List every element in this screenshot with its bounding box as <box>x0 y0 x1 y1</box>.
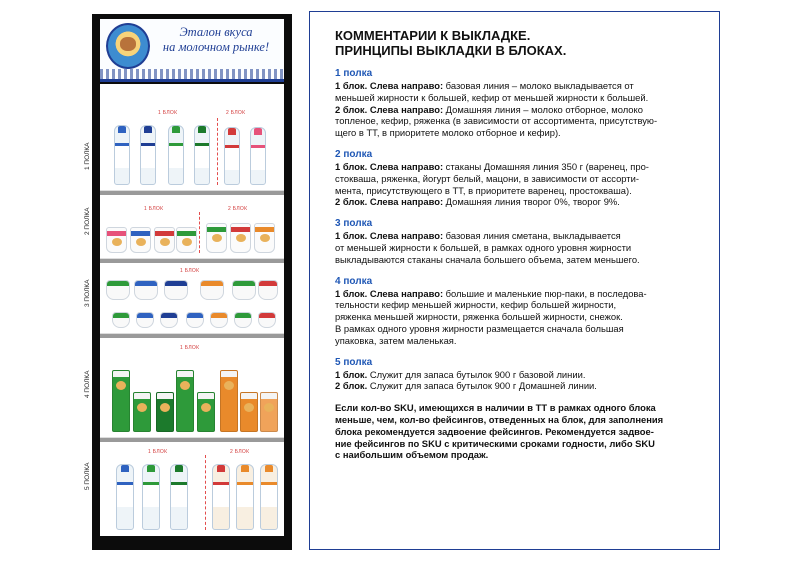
milk-bottle <box>114 125 130 185</box>
block-divider <box>205 455 206 530</box>
shelf-2 <box>100 194 284 259</box>
block-label-1: 1 БЛОК <box>144 206 164 212</box>
line-text: стокваша, ряженка, йогурт белый, мацони, в зависимости от ассорти- <box>335 172 639 184</box>
shelf-5 <box>100 441 284 536</box>
kefir-pack-small <box>133 392 151 432</box>
block-label-1: 1 БЛОК <box>180 345 200 351</box>
shelf-sections <box>335 68 709 392</box>
section-line <box>335 288 709 300</box>
block-label-2: 2 БЛОК <box>230 449 250 455</box>
section-line <box>335 185 709 197</box>
section-line <box>335 161 709 173</box>
line-text: В рамках одного уровня жирности размещается сначала большая <box>335 322 624 334</box>
shelf-section <box>335 218 709 265</box>
block-divider <box>217 118 218 185</box>
shelf-number-label: 2 ПОЛКА <box>84 207 91 235</box>
shelf-number-label: 1 ПОЛКА <box>84 142 91 170</box>
line-text: выкладываются стаканы сначала большего объема, затем меньшего. <box>335 253 640 265</box>
line-text: меньшей жирности к большей, кефир от меньшей жирности к большей. <box>335 91 649 103</box>
shelf-number-label: 5 ПОЛКА <box>84 462 91 490</box>
milk-bottle-900 <box>212 464 230 530</box>
section-line <box>335 196 709 208</box>
ryazhenka-bottle-900 <box>260 464 278 530</box>
smetana-cup <box>186 312 204 328</box>
section-line <box>335 311 709 323</box>
shelf-4 <box>100 337 284 438</box>
smetana-cup <box>136 312 154 328</box>
block-label-text: 2 блок. Слева направо: <box>335 103 444 115</box>
line-text: Домашняя линия творог 0%, творог 9%. <box>443 196 620 208</box>
kefir-pack-large <box>112 370 130 432</box>
ryazhenka-pack-small <box>240 392 258 432</box>
line-text: от меньшей жирности к большей, в рамках одного уровня жирности <box>335 241 632 253</box>
kefir-bottle-900 <box>236 464 254 530</box>
kefir-bottle <box>168 125 184 185</box>
section-line <box>335 380 709 392</box>
note-paragraph: Если кол-во SKU, имеющихся в наличии в ТТ в рамках одного блока меньше, чем, кол-во фейсингов, отведенных на блок, для заполнения блока рекомендуется задвоение фейсингов. Рекомендуется задвое- ние фейсингов по SKU с критическими сроками годности, либо SKU с наибольшим объемом продаж. <box>335 402 664 461</box>
section-heading: 2 полка <box>335 148 373 160</box>
smetana-cup <box>234 312 252 328</box>
line-text: ряженка меньшей жирности, ряженка большей жирности, снежок. <box>335 311 623 323</box>
block-label-1: 1 БЛОК <box>180 268 200 274</box>
block-label-2: 2 БЛОК <box>228 206 248 212</box>
smetana-tub <box>258 280 278 300</box>
section-line <box>335 230 709 242</box>
line-text: стаканы Домашняя линия 350 г (варенец, про- <box>443 160 649 172</box>
banner-slogan: Эталон вкуса на молочном рынке! <box>162 25 270 54</box>
tvorog-pack <box>206 223 227 253</box>
section-line <box>335 127 709 139</box>
milk-bottle-900 <box>116 464 134 530</box>
milk-bottle <box>224 127 240 185</box>
smetana-tub <box>200 280 224 300</box>
smetana-cup <box>258 312 276 328</box>
cup-product <box>176 227 197 253</box>
smetana-tub <box>164 280 188 300</box>
cup-product <box>130 227 151 253</box>
document-title: КОММЕНТАРИИ К ВЫКЛАДКЕ. ПРИНЦИПЫ ВЫКЛАДКИ В БЛОКАХ. <box>335 28 567 58</box>
tvorog-pack <box>230 223 251 253</box>
fridge-illustration <box>92 14 292 550</box>
smetana-cup <box>160 312 178 328</box>
cup-product <box>106 227 127 253</box>
line-text: щего в ТТ, в приоритете молоко отборное и кефир). <box>335 127 561 139</box>
smetana-cup <box>210 312 228 328</box>
line-text: топленое, кефир, ряженка (в зависимости от ассортимента, присутствую- <box>335 115 658 127</box>
kefir-pack-small <box>197 392 215 432</box>
kefir-pack-small <box>156 392 174 432</box>
line-text: Служит для запаса бутылок 900 г базовой линии. <box>367 368 586 380</box>
section-heading: 4 полка <box>335 275 373 287</box>
section-line <box>335 104 709 116</box>
section-heading: 3 полка <box>335 218 373 230</box>
section-line <box>335 323 709 335</box>
block-label-2: 2 БЛОК <box>226 110 246 116</box>
shelf-number-label: 4 ПОЛКА <box>84 370 91 398</box>
shelf-section <box>335 68 709 139</box>
line-text: Домашняя линия – молоко отборное, молоко <box>443 103 643 115</box>
section-line <box>335 242 709 254</box>
block-label-text: 1 блок. Слева направо: <box>335 160 444 172</box>
shelf-number-label: 3 ПОЛКА <box>84 279 91 307</box>
line-text: базовая линия сметана, выкладывается <box>443 230 621 242</box>
brand-banner <box>100 19 284 82</box>
block-label-text: 1 блок. Слева направо: <box>335 230 444 242</box>
section-line <box>335 92 709 104</box>
shelf-section <box>335 149 709 208</box>
block-label-1: 1 БЛОК <box>158 110 178 116</box>
section-line <box>335 369 709 381</box>
milk-bottle <box>140 125 156 185</box>
smetana-tub <box>232 280 256 300</box>
instructions-panel <box>309 11 720 550</box>
ryazhenka-pack-large <box>220 370 238 432</box>
smetana-tub <box>106 280 130 300</box>
block-label-text: 2 блок. <box>335 380 368 392</box>
block-label-1: 1 БЛОК <box>148 449 168 455</box>
block-divider <box>199 212 200 253</box>
ryazhenka-pack-small <box>260 392 278 432</box>
block-label-text: 2 блок. Слева направо: <box>335 196 444 208</box>
shelf-1 <box>100 84 284 191</box>
block-label-text: 1 блок. <box>335 368 368 380</box>
smetana-cup <box>112 312 130 328</box>
tvorog-pack <box>254 223 275 253</box>
kefir-bottle <box>250 127 266 185</box>
line-text: упаковка, затем маленькая. <box>335 334 457 346</box>
section-line <box>335 254 709 266</box>
block-label-text: 1 блок. Слева направо: <box>335 287 444 299</box>
shelf-3 <box>100 262 284 334</box>
milk-bottle-900 <box>142 464 160 530</box>
fridge-cabinet <box>100 84 284 536</box>
section-line <box>335 299 709 311</box>
cup-product <box>154 227 175 253</box>
line-text: тельности кефир меньшей жирности, кефир большей жирности, <box>335 299 617 311</box>
section-heading: 1 полка <box>335 68 373 79</box>
block-label-text: 1 блок. Слева направо: <box>335 80 444 91</box>
line-text: базовая линия – молоко выкладывается от <box>443 80 634 91</box>
line-text: большие и маленькие пюр-паки, в последова- <box>443 287 647 299</box>
line-text: мента, присутствующего в ТТ, в приоритете варенец, простокваша). <box>335 184 632 196</box>
section-line <box>335 115 709 127</box>
line-text: Служит для запаса бутылок 900 г Домашней линии. <box>367 380 597 392</box>
shelf-section <box>335 357 709 393</box>
section-line <box>335 80 709 92</box>
smetana-tub <box>134 280 158 300</box>
ornament-pattern <box>100 69 284 79</box>
kefir-bottle <box>194 125 210 185</box>
cow-logo-icon <box>106 23 150 69</box>
shelf-section <box>335 276 709 347</box>
kefir-pack-large <box>176 370 194 432</box>
section-line <box>335 335 709 347</box>
section-line <box>335 173 709 185</box>
kefir-bottle-900 <box>170 464 188 530</box>
section-heading: 5 полка <box>335 356 373 368</box>
